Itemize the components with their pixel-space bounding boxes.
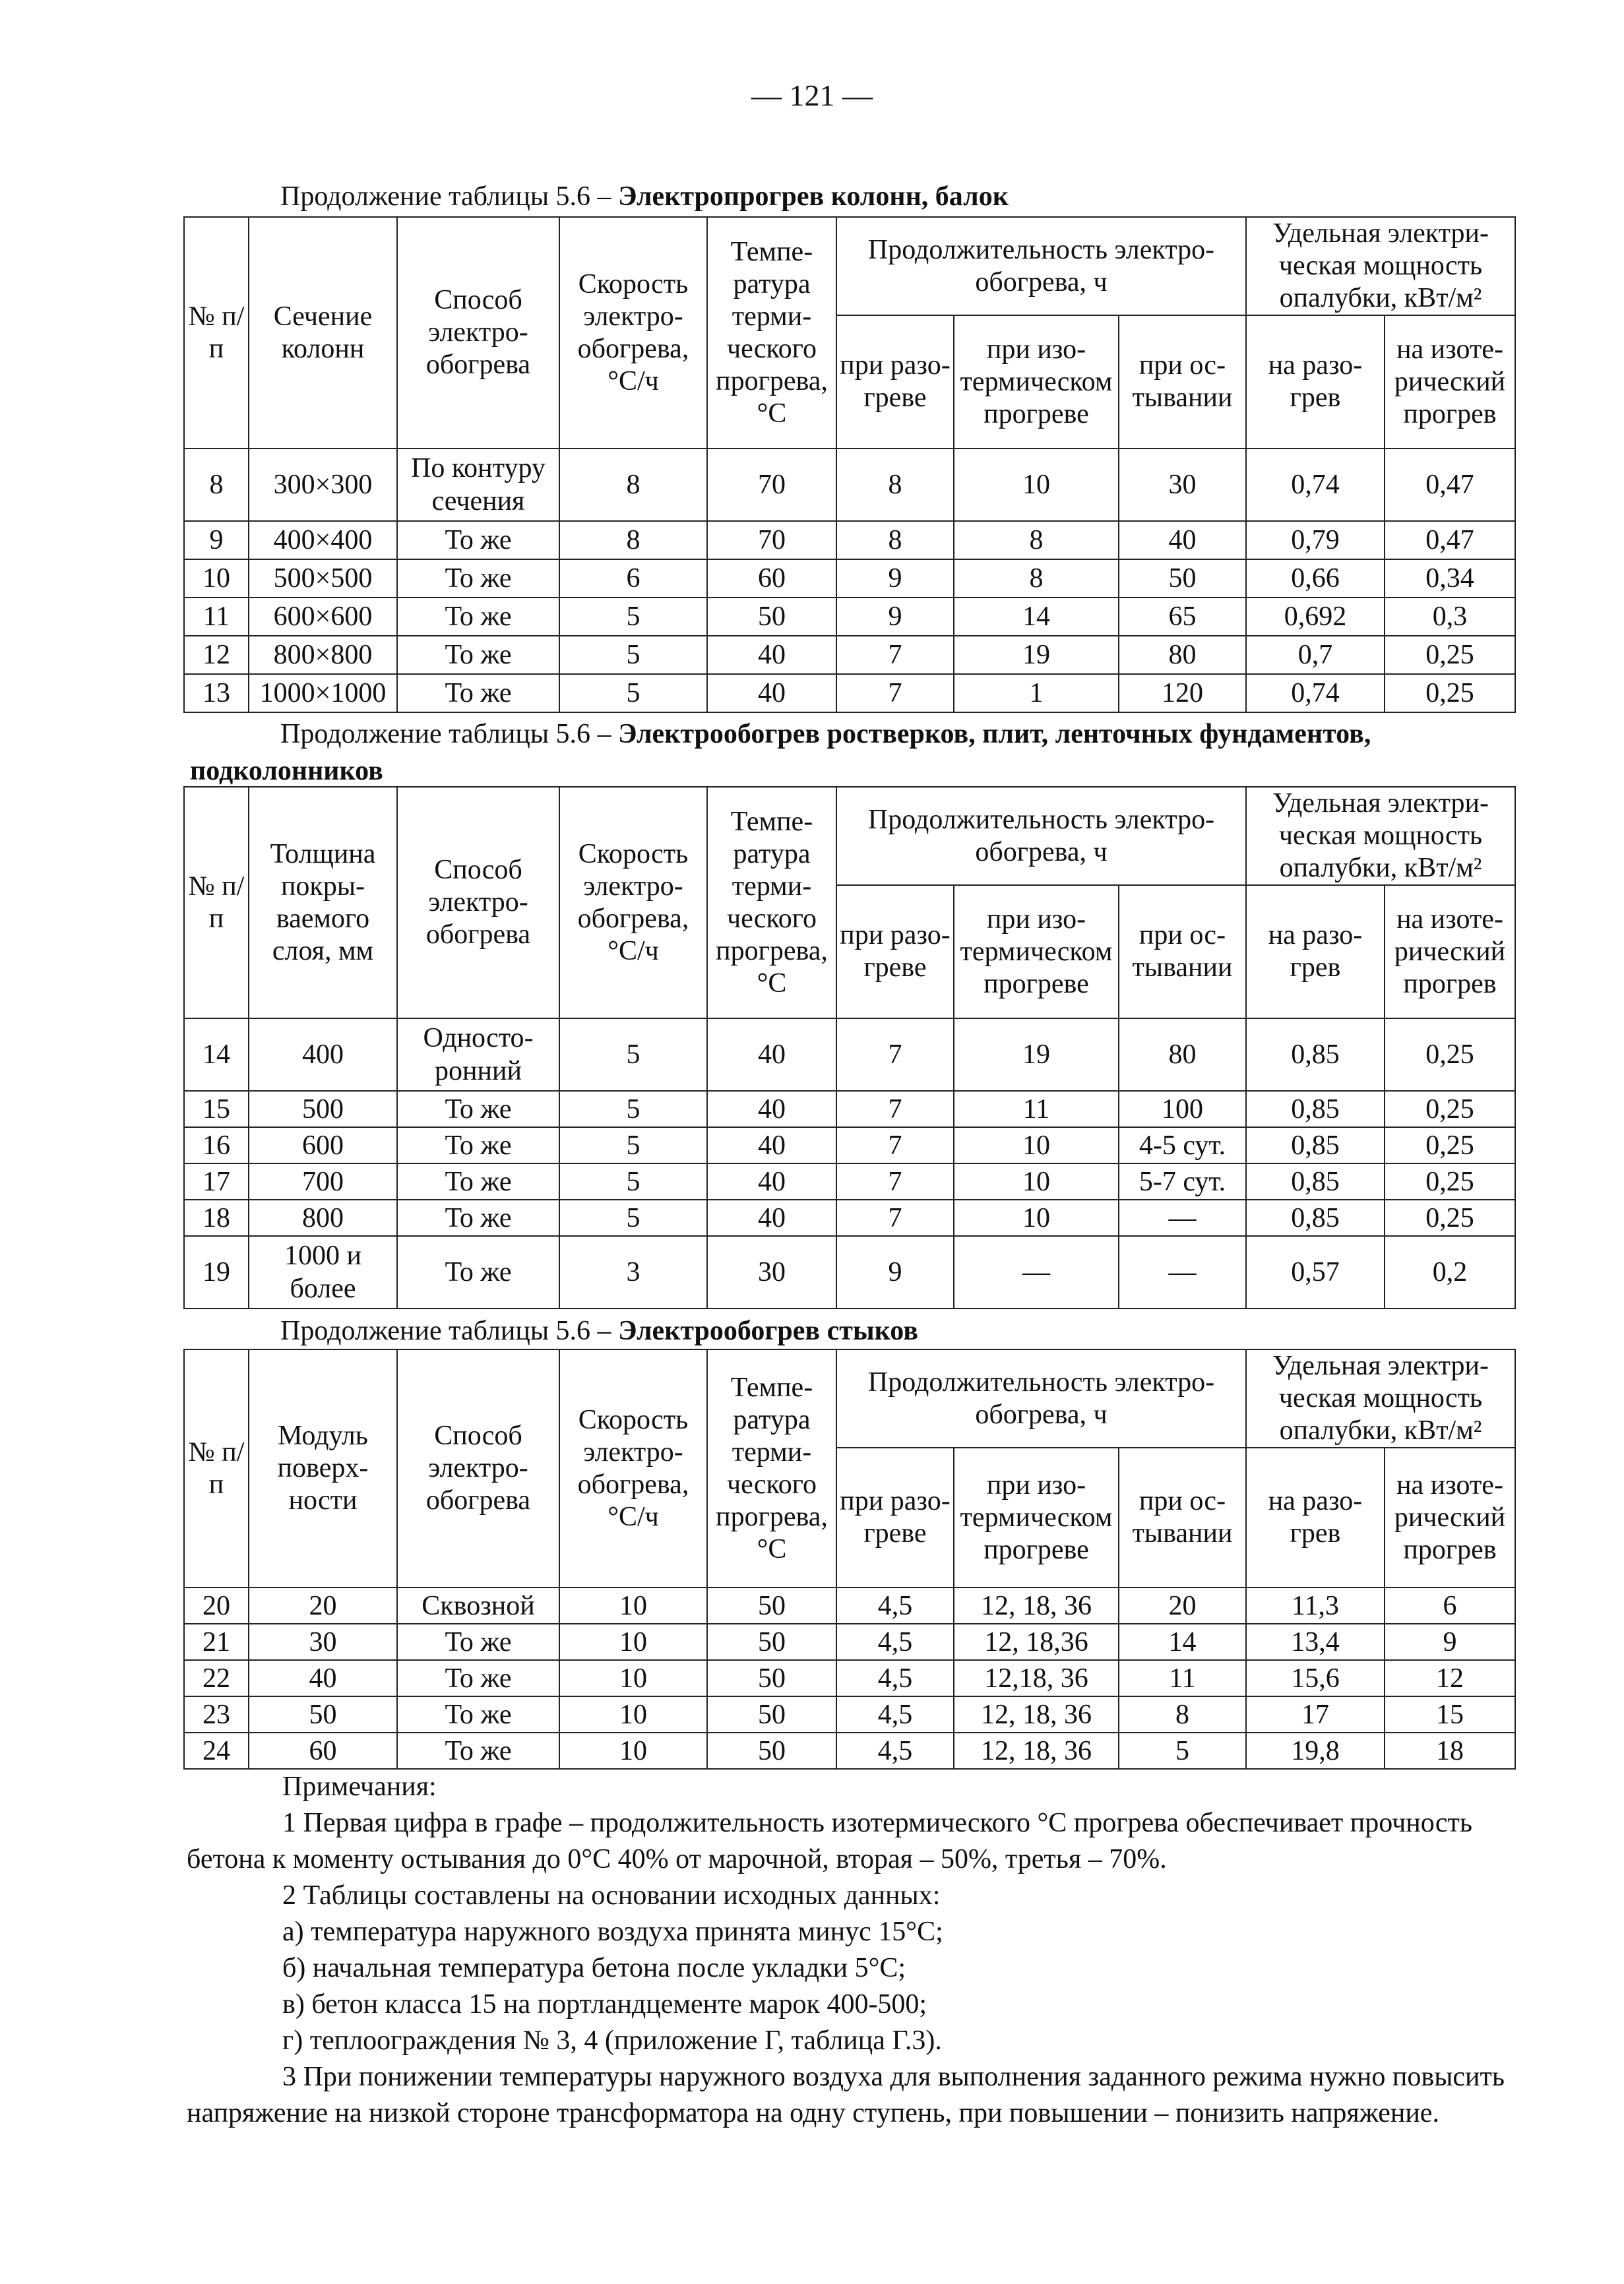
cell: 50 — [707, 1588, 836, 1624]
cell: 9 — [184, 521, 249, 559]
cell: 7 — [836, 1091, 954, 1127]
header-power: Удельная электрическая мощность опалубки, кВт/м² — [1246, 787, 1515, 885]
header-dur-cool: при остывании — [1119, 885, 1246, 1018]
cell: 80 — [1119, 636, 1246, 674]
cell: 50 — [249, 1696, 397, 1733]
cell: 0,79 — [1246, 521, 1385, 559]
cell: 1000×1000 — [249, 674, 397, 712]
cell: 0,85 — [1246, 1018, 1385, 1091]
cell: 10 — [954, 448, 1119, 521]
cell: 0,34 — [1385, 559, 1515, 598]
cell: 7 — [836, 636, 954, 674]
cell: 0,85 — [1246, 1091, 1385, 1127]
note-3: 3 При понижении температуры наружного воздуха для выполнения заданного режима нужно повысить напряжение на низкой стороне трансформатора на одну ступень, при повышении – понизить напряжение. — [187, 2062, 1505, 2128]
cell: 8 — [559, 521, 707, 559]
cell: То же — [397, 1163, 559, 1200]
header-section: Сечение колонн — [249, 217, 397, 448]
cell: 20 — [1119, 1588, 1246, 1624]
table-caption-foundations — [190, 716, 1522, 789]
cell: 60 — [249, 1733, 397, 1769]
cell: 7 — [836, 1127, 954, 1163]
cell: 30 — [707, 1236, 836, 1309]
cell: 400×400 — [249, 521, 397, 559]
cell: 0,85 — [1246, 1200, 1385, 1236]
cell: 15,6 — [1246, 1660, 1385, 1696]
table-row — [184, 1696, 1515, 1733]
cell: 7 — [836, 1018, 954, 1091]
header-power: Удельная электрическая мощность опалубки, кВт/м² — [1246, 1349, 1515, 1448]
header-pow-iso: на изотерический прогрев — [1385, 885, 1515, 1018]
header-modulus: Модуль поверхности — [249, 1349, 397, 1588]
cell: 19,8 — [1246, 1733, 1385, 1769]
note-2a: а) температура наружного воздуха принята минус 15°С; — [282, 1917, 943, 1947]
cell: 500 — [249, 1091, 397, 1127]
cell: 10 — [954, 1127, 1119, 1163]
cell: 12 — [184, 636, 249, 674]
cell: 11 — [1119, 1660, 1246, 1696]
cell: 0,25 — [1385, 674, 1515, 712]
header-speed: Скорость электрообогрева, °С/ч — [559, 1349, 707, 1588]
cell: 70 — [707, 448, 836, 521]
cell: 22 — [184, 1660, 249, 1696]
note-1: 1 Первая цифра в графе – продолжительность изотермического °С прогрева обеспечивает прочность бетона к моменту остывания до 0°С 40% от марочной, вторая – 50%, третья – 70%. — [187, 1808, 1472, 1874]
cell: 7 — [836, 1200, 954, 1236]
cell: — — [1119, 1236, 1246, 1309]
cell: То же — [397, 1236, 559, 1309]
cell: 0,47 — [1385, 448, 1515, 521]
cell: 40 — [1119, 521, 1246, 559]
cell: 50 — [1119, 559, 1246, 598]
cell: То же — [397, 674, 559, 712]
cell: 13,4 — [1246, 1624, 1385, 1660]
header-pow-iso: на изотерический прогрев — [1385, 315, 1515, 448]
table-row — [184, 598, 1515, 636]
table-row — [184, 1660, 1515, 1696]
cell: 15 — [1385, 1696, 1515, 1733]
cell: 0,7 — [1246, 636, 1385, 674]
cell: 65 — [1119, 598, 1246, 636]
caption-title: Электрообогрев ростверков, плит, ленточных фундаментов, подколонников — [190, 719, 1371, 786]
cell: 5 — [559, 598, 707, 636]
cell: 600×600 — [249, 598, 397, 636]
cell: 8 — [836, 448, 954, 521]
cell: 14 — [954, 598, 1119, 636]
cell: 10 — [559, 1696, 707, 1733]
cell: 40 — [707, 674, 836, 712]
cell: 9 — [836, 1236, 954, 1309]
cell: 23 — [184, 1696, 249, 1733]
cell: 100 — [1119, 1091, 1246, 1127]
table-row — [184, 1127, 1515, 1163]
header-dur-cool: при остывании — [1119, 315, 1246, 448]
cell: 40 — [249, 1660, 397, 1696]
cell: 300×300 — [249, 448, 397, 521]
note-2: 2 Таблицы составлены на основании исходных данных: — [282, 1880, 941, 1911]
cell: 0,692 — [1246, 598, 1385, 636]
cell: То же — [397, 1091, 559, 1127]
header-dur-iso: при изотермическом прогреве — [954, 1448, 1119, 1588]
cell: 0,47 — [1385, 521, 1515, 559]
cell: 8 — [1119, 1696, 1246, 1733]
header-no: № п/п — [184, 787, 249, 1018]
cell: 14 — [1119, 1624, 1246, 1660]
cell: 10 — [954, 1163, 1119, 1200]
table-caption-columns — [280, 178, 1009, 215]
cell: 40 — [707, 1163, 836, 1200]
cell: 5 — [1119, 1733, 1246, 1769]
cell: 11 — [954, 1091, 1119, 1127]
cell: 7 — [836, 674, 954, 712]
cell: 50 — [707, 1696, 836, 1733]
cell: 6 — [1385, 1588, 1515, 1624]
caption-title: Электропрогрев колонн, балок — [618, 181, 1009, 212]
note-2b: б) начальная температура бетона после укладки 5°С; — [282, 1953, 906, 1983]
header-speed: Скорость электрообогрева, °С/ч — [559, 217, 707, 448]
cell: 19 — [954, 636, 1119, 674]
cell: 0,25 — [1385, 1163, 1515, 1200]
cell: 9 — [1385, 1624, 1515, 1660]
cell: 80 — [1119, 1018, 1246, 1091]
cell: 0,25 — [1385, 1200, 1515, 1236]
table-row — [184, 1018, 1515, 1091]
cell: То же — [397, 1200, 559, 1236]
cell: 5 — [559, 1127, 707, 1163]
cell: 0,25 — [1385, 1018, 1515, 1091]
header-temp: Температура термического прогрева, °С — [707, 1349, 836, 1588]
header-dur-iso: при изотермическом прогреве — [954, 315, 1119, 448]
cell: 0,85 — [1246, 1163, 1385, 1200]
cell: 0,25 — [1385, 1091, 1515, 1127]
cell: То же — [397, 1696, 559, 1733]
cell: 10 — [954, 1200, 1119, 1236]
cell: 7 — [836, 1163, 954, 1200]
cell: 5-7 сут. — [1119, 1163, 1246, 1200]
cell: 12, 18,36 — [954, 1624, 1119, 1660]
cell: 40 — [707, 1200, 836, 1236]
cell: 12, 18, 36 — [954, 1733, 1119, 1769]
cell: По контуру сечения — [397, 448, 559, 521]
cell: То же — [397, 1660, 559, 1696]
caption-prefix: Продолжение таблицы 5.6 – — [280, 719, 619, 749]
cell: 0,25 — [1385, 636, 1515, 674]
cell: 17 — [184, 1163, 249, 1200]
cell: То же — [397, 1624, 559, 1660]
cell: 50 — [707, 598, 836, 636]
cell: 400 — [249, 1018, 397, 1091]
cell: То же — [397, 598, 559, 636]
cell: 8 — [559, 448, 707, 521]
cell: То же — [397, 1127, 559, 1163]
cell: 10 — [559, 1660, 707, 1696]
header-method: Способ электрообогрева — [397, 787, 559, 1018]
cell: 50 — [707, 1660, 836, 1696]
header-dur-heat: при разогреве — [836, 1448, 954, 1588]
cell: 0,66 — [1246, 559, 1385, 598]
cell: 5 — [559, 1018, 707, 1091]
cell: 120 — [1119, 674, 1246, 712]
table-row — [184, 1091, 1515, 1127]
cell: 10 — [559, 1624, 707, 1660]
cell: 800×800 — [249, 636, 397, 674]
header-pow-heat: на разогрев — [1246, 885, 1385, 1018]
table-row — [184, 1733, 1515, 1769]
cell: 30 — [1119, 448, 1246, 521]
header-dur-cool: при остывании — [1119, 1448, 1246, 1588]
cell: 12 — [1385, 1660, 1515, 1696]
table-foundation-heating — [183, 786, 1516, 1309]
cell: 16 — [184, 1127, 249, 1163]
cell: 5 — [559, 1163, 707, 1200]
cell: 50 — [707, 1733, 836, 1769]
header-speed: Скорость электрообогрева, °С/ч — [559, 787, 707, 1018]
cell: 0,74 — [1246, 674, 1385, 712]
note-2c: в) бетон класса 15 на портландцементе марок 400-500; — [282, 1989, 927, 2020]
header-duration: Продолжительность электрообогрева, ч — [836, 787, 1246, 885]
cell: 1000 и более — [249, 1236, 397, 1309]
cell: 10 — [184, 559, 249, 598]
header-dur-heat: при разогреве — [836, 885, 954, 1018]
cell: 0,2 — [1385, 1236, 1515, 1309]
header-method: Способ электрообогрева — [397, 1349, 559, 1588]
header-no: № п/п — [184, 217, 249, 448]
cell: 10 — [559, 1588, 707, 1624]
cell: 4,5 — [836, 1624, 954, 1660]
cell: 12, 18, 36 — [954, 1696, 1119, 1733]
cell: 50 — [707, 1624, 836, 1660]
cell: 6 — [559, 559, 707, 598]
table-joint-heating — [183, 1349, 1516, 1770]
cell: 0,85 — [1246, 1127, 1385, 1163]
header-thickness: Толщина покрываемого слоя, мм — [249, 787, 397, 1018]
cell: 3 — [559, 1236, 707, 1309]
table-column-heating — [183, 216, 1516, 713]
cell: 8 — [836, 521, 954, 559]
cell: 800 — [249, 1200, 397, 1236]
cell: 4-5 сут. — [1119, 1127, 1246, 1163]
cell: 21 — [184, 1624, 249, 1660]
cell: 70 — [707, 521, 836, 559]
header-duration: Продолжительность электрообогрева, ч — [836, 217, 1246, 315]
table-row — [184, 1624, 1515, 1660]
table-caption-joints — [280, 1312, 918, 1349]
cell: 1 — [954, 674, 1119, 712]
cell: 40 — [707, 636, 836, 674]
cell: 5 — [559, 636, 707, 674]
cell: 15 — [184, 1091, 249, 1127]
cell: 600 — [249, 1127, 397, 1163]
cell: 0,74 — [1246, 448, 1385, 521]
cell: 0,57 — [1246, 1236, 1385, 1309]
cell: 20 — [184, 1588, 249, 1624]
cell: — — [954, 1236, 1119, 1309]
cell: 40 — [707, 1127, 836, 1163]
caption-title: Электрообогрев стыков — [618, 1316, 918, 1346]
cell: 12,18, 36 — [954, 1660, 1119, 1696]
table-row — [184, 674, 1515, 712]
note-2d: г) теплоограждения № 3, 4 (приложение Г, таблица Г.3). — [282, 2025, 942, 2056]
notes — [187, 1769, 1526, 2132]
cell: 8 — [954, 559, 1119, 598]
table-row — [184, 448, 1515, 521]
caption-prefix: Продолжение таблицы 5.6 – — [280, 181, 619, 212]
cell: 500×500 — [249, 559, 397, 598]
cell: 9 — [836, 559, 954, 598]
cell: 5 — [559, 1091, 707, 1127]
cell: 0,3 — [1385, 598, 1515, 636]
cell: 700 — [249, 1163, 397, 1200]
cell: 19 — [184, 1236, 249, 1309]
cell: 4,5 — [836, 1588, 954, 1624]
cell: 11,3 — [1246, 1588, 1385, 1624]
cell: 14 — [184, 1018, 249, 1091]
cell: 24 — [184, 1733, 249, 1769]
cell: 8 — [954, 521, 1119, 559]
cell: То же — [397, 1733, 559, 1769]
header-temp: Температура термического прогрева, °С — [707, 217, 836, 448]
cell: 40 — [707, 1091, 836, 1127]
header-dur-heat: при разогреве — [836, 315, 954, 448]
table-row — [184, 1163, 1515, 1200]
cell: То же — [397, 521, 559, 559]
header-power: Удельная электрическая мощность опалубки, кВт/м² — [1246, 217, 1515, 315]
cell: 0,25 — [1385, 1127, 1515, 1163]
table-row — [184, 559, 1515, 598]
notes-heading: Примечания: — [282, 1772, 437, 1802]
header-temp: Температура термического прогрева, °С — [707, 787, 836, 1018]
cell: 30 — [249, 1624, 397, 1660]
page-number: — 121 — — [751, 78, 873, 112]
header-method: Способ электрообогрева — [397, 217, 559, 448]
header-duration: Продолжительность электрообогрева, ч — [836, 1349, 1246, 1448]
cell: 9 — [836, 598, 954, 636]
cell: 19 — [954, 1018, 1119, 1091]
cell: То же — [397, 559, 559, 598]
cell: 5 — [559, 1200, 707, 1236]
cell: 8 — [184, 448, 249, 521]
cell: — — [1119, 1200, 1246, 1236]
cell: 60 — [707, 559, 836, 598]
header-dur-iso: при изотермическом прогреве — [954, 885, 1119, 1018]
cell: 11 — [184, 598, 249, 636]
header-pow-heat: на разогрев — [1246, 1448, 1385, 1588]
cell: 5 — [559, 674, 707, 712]
cell: 13 — [184, 674, 249, 712]
cell: 12, 18, 36 — [954, 1588, 1119, 1624]
cell: 4,5 — [836, 1696, 954, 1733]
table-row — [184, 1200, 1515, 1236]
table-row — [184, 521, 1515, 559]
cell: 18 — [1385, 1733, 1515, 1769]
caption-prefix: Продолжение таблицы 5.6 – — [280, 1316, 619, 1346]
header-no: № п/п — [184, 1349, 249, 1588]
cell: 18 — [184, 1200, 249, 1236]
cell: Односторонний — [397, 1018, 559, 1091]
cell: 4,5 — [836, 1660, 954, 1696]
cell: 17 — [1246, 1696, 1385, 1733]
header-pow-iso: на изотерический прогрев — [1385, 1448, 1515, 1588]
cell: То же — [397, 636, 559, 674]
table-row — [184, 1588, 1515, 1624]
cell: 20 — [249, 1588, 397, 1624]
header-pow-heat: на разогрев — [1246, 315, 1385, 448]
cell: 40 — [707, 1018, 836, 1091]
table-row — [184, 636, 1515, 674]
cell: Сквозной — [397, 1588, 559, 1624]
cell: 4,5 — [836, 1733, 954, 1769]
table-row — [184, 1236, 1515, 1309]
cell: 10 — [559, 1733, 707, 1769]
